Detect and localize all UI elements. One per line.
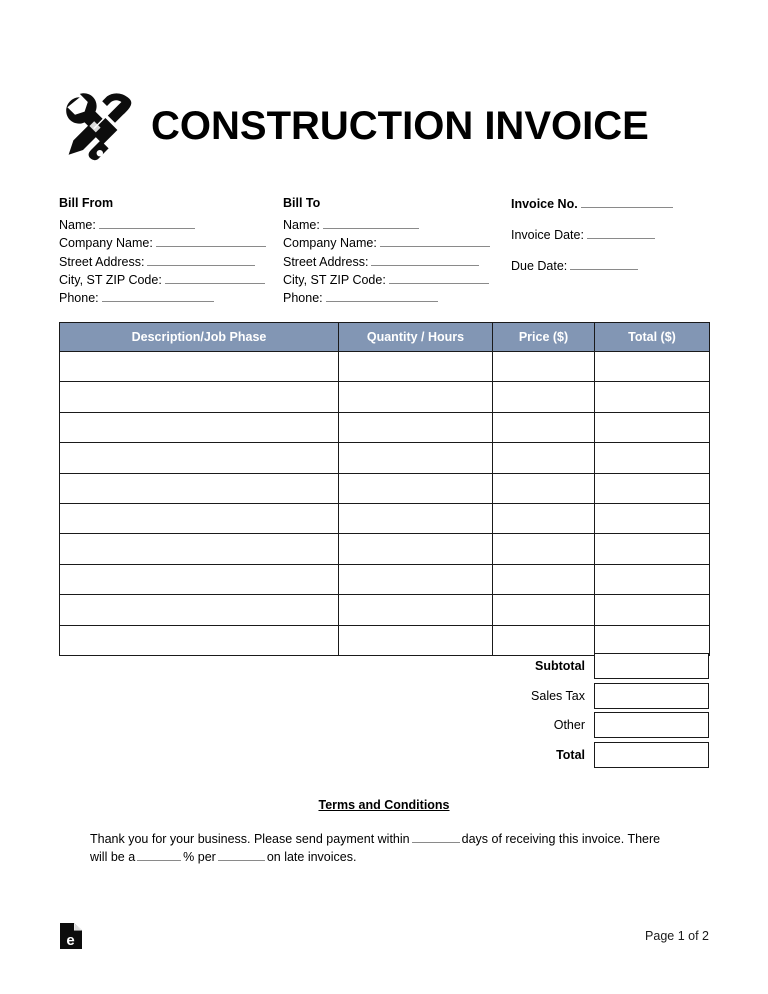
- bill-from-phone-input[interactable]: [102, 289, 214, 302]
- row-total-cell[interactable]: [595, 412, 710, 442]
- column-header-quantity: Quantity / Hours: [339, 323, 493, 352]
- wrench-hammer-icon: [59, 86, 139, 166]
- terms-section: [59, 798, 709, 865]
- row-price-cell[interactable]: [493, 595, 595, 625]
- invoice-date-label: Invoice Date:: [511, 228, 584, 243]
- other-row: [430, 711, 709, 740]
- bill-from-company-input[interactable]: [156, 234, 266, 247]
- bill-to-name-row: [283, 216, 513, 234]
- bill-from-name-label: Name:: [59, 218, 96, 233]
- table-row: [60, 382, 710, 412]
- bill-from-street-input[interactable]: [147, 253, 255, 266]
- row-price-cell[interactable]: [493, 503, 595, 533]
- terms-body: [59, 830, 709, 865]
- row-quantity-cell[interactable]: [339, 564, 493, 594]
- invoice-meta-block: [511, 195, 726, 289]
- due-date-row: [511, 257, 726, 275]
- row-description-cell[interactable]: [60, 625, 339, 655]
- payment-days-input[interactable]: [412, 830, 460, 843]
- terms-title: Terms and Conditions: [318, 798, 450, 812]
- due-date-label: Due Date:: [511, 259, 568, 274]
- table-row: [60, 595, 710, 625]
- line-items-body: [60, 352, 710, 656]
- line-items-table: [59, 322, 710, 656]
- bill-from-heading: Bill From: [59, 196, 114, 210]
- bill-to-block: [283, 195, 513, 307]
- row-total-cell[interactable]: [595, 534, 710, 564]
- column-header-total: Total ($): [595, 323, 710, 352]
- page-title: CONSTRUCTION INVOICE: [151, 104, 649, 148]
- bill-to-company-row: [283, 234, 513, 252]
- terms-text-3: % per: [183, 849, 216, 864]
- bill-to-phone-row: [283, 289, 513, 307]
- invoice-date-row: [511, 226, 726, 244]
- bill-from-company-label: Company Name:: [59, 236, 153, 251]
- other-input[interactable]: [594, 712, 709, 738]
- total-label: Total: [556, 748, 585, 763]
- subtotal-input[interactable]: [594, 653, 709, 679]
- terms-text-4: on late invoices.: [266, 849, 357, 864]
- bill-from-phone-row: [59, 289, 289, 307]
- total-input[interactable]: [594, 742, 709, 768]
- page-number: Page 1 of 2: [645, 929, 709, 943]
- parties-section: [59, 195, 709, 306]
- row-description-cell[interactable]: [60, 503, 339, 533]
- row-quantity-cell[interactable]: [339, 352, 493, 382]
- other-label: Other: [553, 718, 585, 733]
- row-quantity-cell[interactable]: [339, 503, 493, 533]
- row-quantity-cell[interactable]: [339, 625, 493, 655]
- bill-to-heading: Bill To: [283, 196, 321, 210]
- sales-tax-label: Sales Tax: [531, 688, 585, 703]
- terms-text-1: Thank you for your business. Please send payment within: [90, 832, 410, 846]
- row-quantity-cell[interactable]: [339, 382, 493, 412]
- row-total-cell[interactable]: [595, 564, 710, 594]
- bill-from-city-row: [59, 271, 289, 289]
- column-header-price: Price ($): [493, 323, 595, 352]
- page-footer: [59, 918, 709, 954]
- bill-to-name-input[interactable]: [323, 216, 419, 229]
- row-description-cell[interactable]: [60, 473, 339, 503]
- row-total-cell[interactable]: [595, 595, 710, 625]
- bill-from-phone-label: Phone:: [59, 291, 99, 306]
- sales-tax-input[interactable]: [594, 683, 709, 709]
- bill-from-street-row: [59, 253, 289, 271]
- row-price-cell[interactable]: [493, 473, 595, 503]
- bill-to-phone-input[interactable]: [326, 289, 438, 302]
- due-date-input[interactable]: [570, 257, 638, 270]
- invoice-number-label: Invoice No.: [511, 197, 578, 211]
- svg-text:e: e: [66, 932, 75, 949]
- column-header-description: Description/Job Phase: [60, 323, 339, 352]
- row-price-cell[interactable]: [493, 564, 595, 594]
- bill-to-company-label: Company Name:: [283, 236, 377, 251]
- row-quantity-cell[interactable]: [339, 534, 493, 564]
- bill-to-city-input[interactable]: [389, 271, 489, 284]
- row-quantity-cell[interactable]: [339, 473, 493, 503]
- row-total-cell[interactable]: [595, 625, 710, 655]
- row-description-cell[interactable]: [60, 352, 339, 382]
- row-price-cell[interactable]: [493, 443, 595, 473]
- row-quantity-cell[interactable]: [339, 443, 493, 473]
- bill-to-street-label: Street Address:: [283, 254, 369, 269]
- document-header: [59, 84, 709, 168]
- row-total-cell[interactable]: [595, 473, 710, 503]
- row-description-cell[interactable]: [60, 534, 339, 564]
- bill-to-city-row: [283, 271, 513, 289]
- bill-from-name-input[interactable]: [99, 216, 195, 229]
- table-row: [60, 352, 710, 382]
- table-row: [60, 564, 710, 594]
- bill-from-street-label: Street Address:: [59, 254, 145, 269]
- table-row: [60, 625, 710, 655]
- table-header-row: [60, 323, 710, 352]
- totals-section: [430, 652, 709, 770]
- row-description-cell[interactable]: [60, 382, 339, 412]
- row-description-cell[interactable]: [60, 595, 339, 625]
- total-row: [430, 741, 709, 770]
- subtotal-label: Subtotal: [535, 659, 585, 674]
- bill-to-phone-label: Phone:: [283, 291, 323, 306]
- row-total-cell[interactable]: [595, 352, 710, 382]
- bill-from-company-row: [59, 234, 289, 252]
- row-description-cell[interactable]: [60, 564, 339, 594]
- invoice-number-row: [511, 195, 726, 213]
- bill-to-street-row: [283, 253, 513, 271]
- late-fee-percent-input[interactable]: [137, 848, 181, 861]
- bill-from-name-row: [59, 216, 289, 234]
- bill-to-company-input[interactable]: [380, 234, 490, 247]
- terms-text-2: days of receiving this invoice. There will be a: [90, 832, 661, 864]
- row-quantity-cell[interactable]: [339, 595, 493, 625]
- row-total-cell[interactable]: [595, 443, 710, 473]
- document-e-icon: [59, 922, 83, 950]
- row-total-cell[interactable]: [595, 503, 710, 533]
- row-quantity-cell[interactable]: [339, 412, 493, 442]
- bill-from-block: [59, 195, 289, 307]
- invoice-date-input[interactable]: [587, 226, 655, 239]
- late-fee-period-input[interactable]: [218, 848, 265, 861]
- bill-to-name-label: Name:: [283, 218, 320, 233]
- table-row: [60, 534, 710, 564]
- row-total-cell[interactable]: [595, 382, 710, 412]
- row-description-cell[interactable]: [60, 443, 339, 473]
- row-price-cell[interactable]: [493, 625, 595, 655]
- table-row: [60, 503, 710, 533]
- bill-from-city-input[interactable]: [165, 271, 265, 284]
- subtotal-row: [430, 652, 709, 681]
- bill-to-city-label: City, ST ZIP Code:: [283, 272, 386, 287]
- table-row: [60, 473, 710, 503]
- line-items-header: [60, 323, 710, 352]
- bill-to-street-input[interactable]: [371, 253, 479, 266]
- row-price-cell[interactable]: [493, 534, 595, 564]
- table-row: [60, 443, 710, 473]
- row-price-cell[interactable]: [493, 412, 595, 442]
- row-price-cell[interactable]: [493, 352, 595, 382]
- bill-from-city-label: City, ST ZIP Code:: [59, 272, 162, 287]
- invoice-number-input[interactable]: [581, 195, 673, 208]
- row-description-cell[interactable]: [60, 412, 339, 442]
- table-row: [60, 412, 710, 442]
- sales-tax-row: [430, 682, 709, 711]
- row-price-cell[interactable]: [493, 382, 595, 412]
